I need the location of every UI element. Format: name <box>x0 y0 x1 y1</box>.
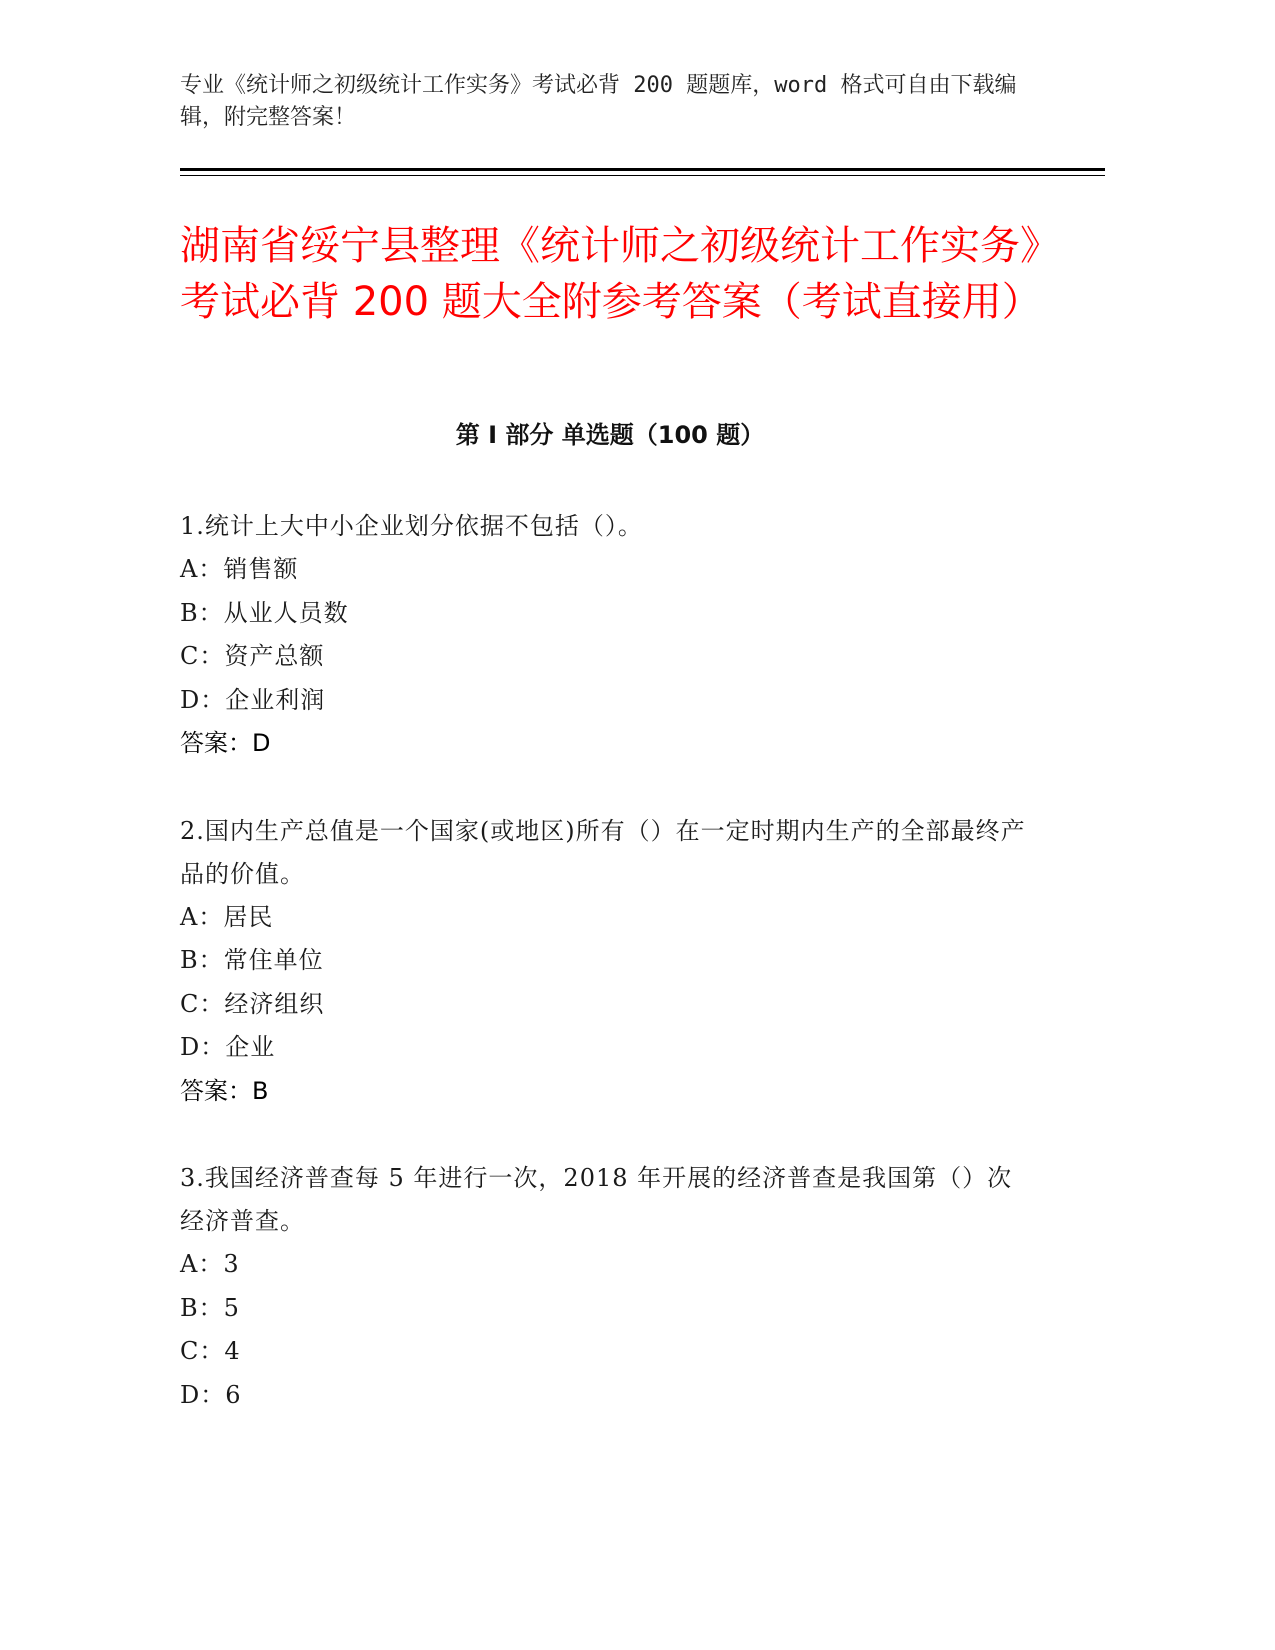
answer: 答案：B <box>180 1076 269 1105</box>
option-c: C：资产总额 <box>180 642 325 670</box>
option-d: D：企业利润 <box>180 685 326 714</box>
document-title: 湖南省绥宁县整理《统计师之初级统计工作实务》考试必背 200 题大全附参考答案（考试直接用） <box>180 223 1042 325</box>
question-stem: 1.统计上大中小企业划分依据不包括（）。 <box>180 512 643 540</box>
option-d: D：企业 <box>180 1033 276 1061</box>
question-3 <box>180 1157 1030 1417</box>
question-stem: 3.我国经济普查每 5 年进行一次，2018 年开展的经济普查是我国第（）次经济普查。 <box>180 1164 1013 1235</box>
header-note: 专业《统计师之初级统计工作实务》考试必背 200 题题库，word 格式可自由下载编辑，附完整答案！ <box>180 73 1017 130</box>
question-list <box>180 505 1030 1461</box>
option-a: A：销售额 <box>180 555 299 583</box>
option-c: C：经济组织 <box>180 989 325 1018</box>
option-b: B：常住单位 <box>180 946 324 974</box>
option-b: B：从业人员数 <box>180 598 349 627</box>
option-d: D：6 <box>180 1380 242 1409</box>
header-divider-thin <box>180 175 1105 176</box>
question-2 <box>180 810 1030 1114</box>
header-divider-thick <box>180 168 1105 171</box>
option-c: C：4 <box>180 1337 241 1365</box>
question-stem: 2.国内生产总值是一个国家(或地区)所有（）在一定时期内生产的全部最终产品的价值。 <box>180 816 1026 888</box>
option-a: A：居民 <box>180 902 274 931</box>
option-b: B：5 <box>180 1293 240 1322</box>
answer: 答案：D <box>180 729 271 757</box>
section-title: 第 I 部分 单选题（100 题） <box>455 421 765 449</box>
option-a: A：3 <box>180 1250 240 1278</box>
question-1 <box>180 505 1030 766</box>
